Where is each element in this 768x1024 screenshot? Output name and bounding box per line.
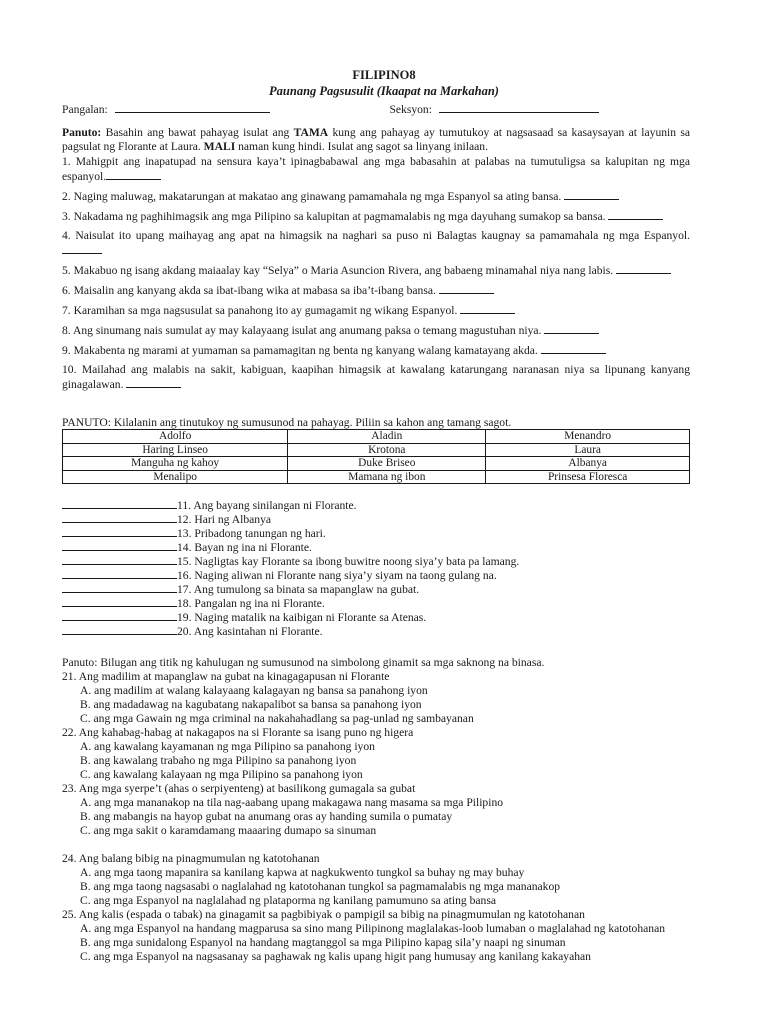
item-text: 18. Pangalan ng ina ni Florante. <box>177 597 325 610</box>
answer-blank[interactable] <box>106 169 161 180</box>
mc-question <box>62 852 690 908</box>
answer-blank[interactable] <box>126 377 181 388</box>
question-item <box>62 303 690 318</box>
section-blank[interactable] <box>439 101 599 113</box>
mc-option[interactable]: B. ang mga sunidalong Espanyol na handang magtanggol sa mga Pilipino kapag sila’y naapi ng sinuman <box>80 936 566 949</box>
name-label: Pangalan: <box>62 103 108 116</box>
mc-option[interactable]: A. ang mga mananakop na tila nag-aabang upang makagawa nang masama sa mga Pilipino <box>80 796 504 809</box>
section-label: Seksyon: <box>389 103 432 116</box>
question-text: 8. Ang sinumang nais sumulat ay may kalayaang isulat ang anumang paksa o temang magustuhan niya. <box>62 324 542 337</box>
spacer <box>62 838 690 852</box>
question-item <box>62 209 690 224</box>
mc-option[interactable]: C. ang mga Espanyol na naglalahad ng plataporma ng kanilang pamumuno sa ating bansa <box>80 894 496 907</box>
question-text: 7. Karamihan sa mga nagsusulat sa panahong ito ay gumagamit ng wikang Espanyol. <box>62 304 458 317</box>
question-item <box>62 189 690 204</box>
instruction-text: Basahin ang bawat pahayag isulat ang <box>101 126 294 139</box>
question-text: 3. Nakadama ng paghihimagsik ang mga Pilipino sa kalupitan at pagmamalabis ng mga dayuhang sumakop sa bansa. <box>62 210 606 223</box>
answer-blank[interactable] <box>439 283 494 294</box>
table-cell: Adolfo <box>63 430 288 444</box>
identification-item <box>62 540 690 554</box>
answer-blank[interactable] <box>608 209 663 220</box>
answer-blank[interactable] <box>62 526 177 537</box>
question-item <box>62 343 690 358</box>
item-text: 19. Naging matalik na kaibigan ni Florante sa Atenas. <box>177 611 427 624</box>
mali-keyword: MALI <box>203 140 236 153</box>
name-blank[interactable] <box>115 101 270 113</box>
question-text: 5. Makabuo ng isang akdang maiaalay kay “Selya” o Maria Asuncion Rivera, ang babaeng minamahal niya nang labis. <box>62 264 614 277</box>
table-row <box>63 430 690 444</box>
table-cell: Haring Linseo <box>63 443 288 457</box>
table-cell: Krotona <box>288 443 486 457</box>
answer-blank[interactable] <box>62 582 177 593</box>
answer-blank[interactable] <box>62 498 177 509</box>
question-text: 9. Makabenta ng marami at yumaman sa pamamagitan ng benta ng kanyang walang kamatayang akda. <box>62 344 538 357</box>
answer-blank[interactable] <box>62 568 177 579</box>
identification-item <box>62 554 690 568</box>
item-text: 11. Ang bayang sinilangan ni Florante. <box>177 499 357 512</box>
table-cell: Menalipo <box>63 470 288 484</box>
item-text: 12. Hari ng Albanya <box>177 513 272 526</box>
table-cell: Mamana ng ibon <box>288 470 486 484</box>
answer-blank[interactable] <box>62 596 177 607</box>
part2-instructions: PANUTO: Kilalanin ang tinutukoy ng sumusunod na pahayag. Piliin sa kahon ang tamang sagot. <box>62 416 512 429</box>
mc-question-text: 24. Ang balang bibig na pinagmumulan ng katotohanan <box>62 852 320 865</box>
tama-keyword: TAMA <box>293 126 329 139</box>
table-row <box>63 443 690 457</box>
question-text: 4. Naisulat ito upang maihayag ang apat na himagsik na naghari sa puso ni Balagtas kaugnay sa pamamahala ng mga Espanyol. <box>62 229 690 242</box>
question-item <box>62 229 690 258</box>
answer-blank[interactable] <box>544 323 599 334</box>
table-cell: Menandro <box>486 430 690 444</box>
table-cell: Albanya <box>486 457 690 471</box>
mc-option[interactable]: C. ang mga Espanyol na nagsasanay sa paghawak ng kalis upang higit pang humusay ang kanilang kakayahan <box>80 950 591 963</box>
answer-blank[interactable] <box>62 624 177 635</box>
mc-option[interactable]: A. ang kawalang kayamanan ng mga Pilipino sa panahong iyon <box>80 740 375 753</box>
answer-blank[interactable] <box>62 243 102 254</box>
identification-item <box>62 610 690 624</box>
question-item <box>62 323 690 338</box>
answer-blank[interactable] <box>460 303 515 314</box>
choices-table <box>62 429 690 484</box>
mc-option[interactable]: B. ang kawalang trabaho ng mga Pilipino sa panahong iyon <box>80 754 357 767</box>
identification-item <box>62 624 690 638</box>
identification-item <box>62 512 690 526</box>
table-cell: Manguha ng kahoy <box>63 457 288 471</box>
answer-blank[interactable] <box>616 263 671 274</box>
item-text: 16. Naging aliwan ni Florante nang siya’y siyam na taong gulang na. <box>177 569 497 582</box>
answer-blank[interactable] <box>541 343 606 354</box>
mc-option[interactable]: C. ang mga sakit o karamdamang maaaring dumapo sa sinuman <box>80 824 377 837</box>
part1-question-list <box>62 155 690 397</box>
table-cell: Aladin <box>288 430 486 444</box>
item-text: 14. Bayan ng ina ni Florante. <box>177 541 312 554</box>
mc-question-text: 22. Ang kahabag-habag at nakagapos na si Florante sa isang puno ng higera <box>62 726 414 739</box>
mc-question-text: 25. Ang kalis (espada o tabak) na ginagamit sa pagbibiyak o pampigil sa bibig na pinagmumulan ng katotohanan <box>62 908 585 921</box>
question-item <box>62 263 690 278</box>
identification-item <box>62 596 690 610</box>
part2-identification-list <box>62 498 690 638</box>
table-cell: Prinsesa Floresca <box>486 470 690 484</box>
mc-option[interactable]: A. ang mga taong mapanira sa kanilang kapwa at nagkukwento tungkol sa buhay ng may buhay <box>80 866 525 879</box>
question-item <box>62 283 690 298</box>
identification-item <box>62 582 690 596</box>
worksheet-title: FILIPINO8 <box>352 68 416 82</box>
mc-question <box>62 782 690 838</box>
table-row <box>63 470 690 484</box>
item-text: 13. Pribadong tanungan ng hari. <box>177 527 326 540</box>
instruction-text: kung ang pahayag ay tumutukoy at nagsasaad sa kasaysayan at layunin sa pagsulat ng Florante at Laura. <box>62 126 690 153</box>
table-cell: Duke Briseo <box>288 457 486 471</box>
instruction-lead: Panuto: <box>62 126 102 139</box>
identification-item <box>62 568 690 582</box>
question-text: 10. Mailahad ang malabis na sakit, kabiguan, kaapihan himagsik at kawalang katarungang naranasan niya sa lipunang kanyang ginagalawan. <box>62 363 690 391</box>
table-cell: Laura <box>486 443 690 457</box>
mc-question-text: 23. Ang mga syerpe’t (ahas o serpiyenteng) at basilikong gumagala sa gubat <box>62 782 416 795</box>
student-info-row <box>62 101 712 117</box>
mc-question <box>62 670 690 726</box>
identification-item <box>62 526 690 540</box>
part3-section <box>62 656 690 964</box>
mc-question <box>62 726 690 782</box>
item-text: 20. Ang kasintahan ni Florante. <box>177 625 323 638</box>
part3-instructions: Panuto: Bilugan ang titik ng kahulugan ng sumusunod na simbolong ginamit sa mga saknong na binasa. <box>62 656 545 669</box>
mc-question <box>62 908 690 964</box>
mc-option[interactable]: C. ang mga Gawain ng mga criminal na nakahahadlang sa pag-unlad ng sambayanan <box>80 712 474 725</box>
mc-option[interactable]: B. ang mabangis na hayop gubat na anumang oras ay handing sumila o pumatay <box>80 810 453 823</box>
question-item <box>62 363 690 392</box>
item-text: 15. Nagligtas kay Florante sa ibong buwitre noong siya’y bata pa lamang. <box>177 555 520 568</box>
item-text: 17. Ang tumulong sa binata sa mapanglaw na gubat. <box>177 583 420 596</box>
mc-option[interactable]: A. ang mga Espanyol na handang magparusa sa sino mang Pilipinong maglalakas-loob lumaban o maglalahad ng katotohanan <box>80 922 666 935</box>
mc-option[interactable]: B. ang madadawag na kagubatang nakapalibot sa bansa sa panahong iyon <box>80 698 422 711</box>
part1-instructions <box>62 126 690 154</box>
mc-option[interactable]: C. ang kawalang kalayaan ng mga Pilipino sa panahong iyon <box>80 768 363 781</box>
answer-blank[interactable] <box>62 540 177 551</box>
worksheet-subtitle: Paunang Pagsusulit (Ikaapat na Markahan) <box>269 84 499 98</box>
question-item <box>62 155 690 184</box>
answer-blank[interactable] <box>62 512 177 523</box>
question-text: 6. Maisalin ang kanyang akda sa ibat-ibang wika at mabasa sa iba’t-ibang bansa. <box>62 284 436 297</box>
instruction-text: naman kung hindi. Isulat ang sagot sa linyang inilaan. <box>235 140 488 153</box>
answer-blank[interactable] <box>62 554 177 565</box>
table-row <box>63 457 690 471</box>
answer-blank[interactable] <box>62 610 177 621</box>
mc-question-text: 21. Ang madilim at mapanglaw na gubat na kinagagapusan ni Florante <box>62 670 390 683</box>
question-text: 1. Mahigpit ang inapatupad na sensura kaya’t ipinagbabawal ang mga babasahin at palabas na tumutuligsa sa kalupitan ng mga espanyol. <box>62 155 690 183</box>
mc-option[interactable]: B. ang mga taong nagsasabi o naglalahad ng katotohanan tungkol sa pagmamalabis ng mga mananakop <box>80 880 561 893</box>
mc-option[interactable]: A. ang madilim at walang kalayaang kalagayan ng bansa sa panahong iyon <box>80 684 428 697</box>
identification-item <box>62 498 690 512</box>
answer-blank[interactable] <box>564 189 619 200</box>
question-text: 2. Naging maluwag, makatarungan at makatao ang ginawang pamamahala ng mga Espanyol sa ating bansa. <box>62 190 562 203</box>
